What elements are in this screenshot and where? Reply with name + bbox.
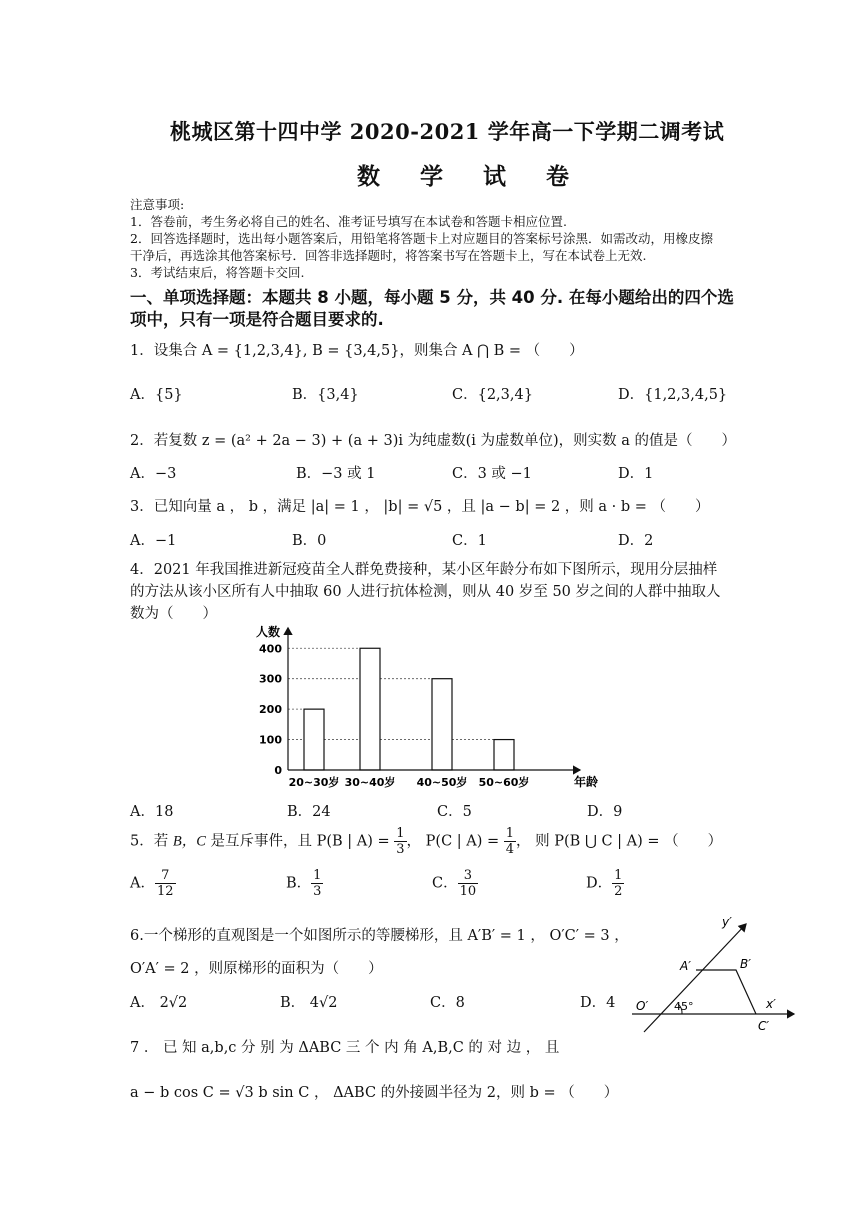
label-y: y′	[722, 915, 732, 929]
question-5-stem: 5．若 B，C 是互斥事件，且 P(B | A) = $\frac{1}{3}$ ， P(C | A) = $\frac{1}{4}$ ， 则 P(B ⋃ C | A) = （ ）	[130, 826, 723, 857]
q4-option-a: A．18	[130, 804, 174, 820]
bar	[494, 740, 514, 770]
q1-option-c: C．{2,3,4}	[452, 387, 533, 403]
bar	[432, 679, 452, 770]
q2-option-b: B．−3 或 1	[296, 466, 376, 482]
q5-text: 5．若	[130, 833, 169, 850]
q5-text: 是互斥事件，且	[210, 833, 312, 850]
y-tick-label: 300	[259, 672, 282, 686]
q3-option-b: B．0	[292, 533, 327, 549]
x-tick-label: 40~50岁	[416, 776, 468, 789]
q5-events: B，C	[172, 833, 206, 850]
question-4-line2: 的方法从该小区所有人中抽取 60 人进行抗体检测，则从 40 岁至 50 岁之间的人群中抽取人	[130, 584, 721, 600]
note-item: 1．答卷前，考生务必将自己的姓名、准考证号填写在本试卷和答题卡相应位置.	[130, 214, 567, 229]
y-tick-label: 100	[259, 733, 282, 747]
question-4-line3: 数为（ ）	[130, 606, 217, 622]
question-7-line1: 7 ． 已 知 a,b,c 分 别 为 ΔABC 三 个 内 角 A,B,C 的 对 边 ， 且	[130, 1040, 560, 1056]
label-x: x′	[766, 997, 776, 1011]
q5-fraction-2: $\frac{1}{4}$	[505, 826, 515, 857]
q6-option-c: C．8	[430, 995, 465, 1011]
note-item: 2．回答选择题时，选出每小题答案后，用铅笔将答题卡上对应题目的答案标号涂黑．如需改动，用橡皮擦	[130, 231, 713, 246]
y-tick-label: 0	[274, 764, 282, 777]
trapezoid-edges	[696, 970, 756, 1014]
q4-option-b: B．24	[287, 804, 331, 820]
q2-option-c: C．3 或 −1	[452, 466, 532, 482]
note-item: 干净后，再选涂其他答案标号．回答非选择题时，将答案书写在答题卡上，写在本试卷上无效.	[130, 248, 647, 263]
label-o: O′	[636, 999, 649, 1013]
x-tick-label: 30~40岁	[344, 776, 396, 789]
x-axis-label: 年龄	[574, 775, 599, 789]
trapezoid-figure	[628, 912, 800, 1042]
bar	[304, 709, 324, 770]
q5-fraction-1: $\frac{1}{3}$	[396, 826, 405, 857]
y-axis-label: 人数	[256, 625, 281, 639]
age-distribution-chart	[240, 620, 620, 795]
x-tick-label: 20~30岁	[288, 776, 340, 789]
q1-option-b: B．{3,4}	[292, 387, 359, 403]
bar	[360, 648, 380, 770]
q5-p2: P(C | A) =	[425, 833, 500, 850]
label-b: B′	[740, 957, 751, 971]
exam-subtitle: 数 学 试 卷	[357, 163, 586, 190]
q2-option-a: A．−3	[130, 466, 177, 482]
q5-option-c: C． $\frac{3}{10}$	[432, 868, 477, 899]
q3-option-a: A．−1	[130, 533, 177, 549]
question-1-stem: 1．设集合 A = {1,2,3,4}, B = {3,4,5}，则集合 A ⋂ B = （ ）	[130, 343, 584, 359]
q3-option-c: C．1	[452, 533, 487, 549]
q1-option-a: A．{5}	[130, 387, 183, 403]
q6-option-b: B． 4√2	[280, 995, 338, 1011]
q4-option-d: D．9	[587, 804, 623, 820]
notes-heading: 注意事项:	[130, 197, 185, 212]
note-item: 3．考试结束后，将答题卡交回.	[130, 265, 305, 280]
label-angle: 45°	[674, 1000, 694, 1013]
question-7-line2: a − b cos C = √3 b sin C ， ΔABC 的外接圆半径为 2，则 b = （ ）	[130, 1085, 619, 1101]
y-prime-axis	[644, 924, 746, 1032]
q5-option-a: A． $\frac{7}{12}$	[130, 868, 174, 899]
x-tick-label: 50~60岁	[478, 776, 530, 789]
question-6-line1: 6.一个梯形的直观图是一个如图所示的等腰梯形，且 A′B′ = 1 ， O′C′ = 3 ，	[130, 928, 629, 944]
label-c: C′	[758, 1019, 770, 1033]
label-a: A′	[680, 959, 691, 973]
section-heading-line2: 项中，只有一项是符合题目要求的.	[130, 310, 384, 329]
y-tick-label: 400	[259, 642, 282, 656]
y-tick-label: 200	[259, 703, 282, 717]
q5-option-d: D． $\frac{1}{2}$	[586, 868, 623, 899]
q4-option-c: C．5	[437, 804, 472, 820]
question-3-stem: 3．已知向量 a ， b ，满足 |a| = 1 ， |b| = √5 ，且 |a − b| = 2 ，则 a · b = （ ）	[130, 499, 710, 515]
q5-p3: 则 P(B ⋃ C | A) = （ ）	[535, 833, 723, 850]
section-heading-line1: 一、单项选择题：本题共 8 小题，每小题 5 分，共 40 分. 在每小题给出的四个选	[130, 288, 734, 307]
q3-option-d: D．2	[618, 533, 654, 549]
q6-option-a: A． 2√2	[130, 995, 188, 1011]
exam-title: 桃城区第十四中学 2020-2021 学年高一下学期二调考试	[170, 119, 725, 144]
q5-p1: P(B | A) =	[316, 833, 390, 850]
q2-option-d: D．1	[618, 466, 654, 482]
question-2-stem: 2．若复数 z = (a² + 2a − 3) + (a + 3)i 为纯虚数(i 为虚数单位)，则实数 a 的值是（ ）	[130, 433, 737, 449]
q5-option-b: B． $\frac{1}{3}$	[286, 868, 322, 899]
q1-option-d: D．{1,2,3,4,5}	[618, 387, 728, 403]
question-4-line1: 4．2021 年我国推进新冠疫苗全人群免费接种，某小区年龄分布如下图所示，现用分层抽样	[130, 562, 718, 578]
question-6-line2: O′A′ = 2 ，则原梯形的面积为（ ）	[130, 961, 383, 977]
q6-option-d: D．4	[580, 995, 616, 1011]
